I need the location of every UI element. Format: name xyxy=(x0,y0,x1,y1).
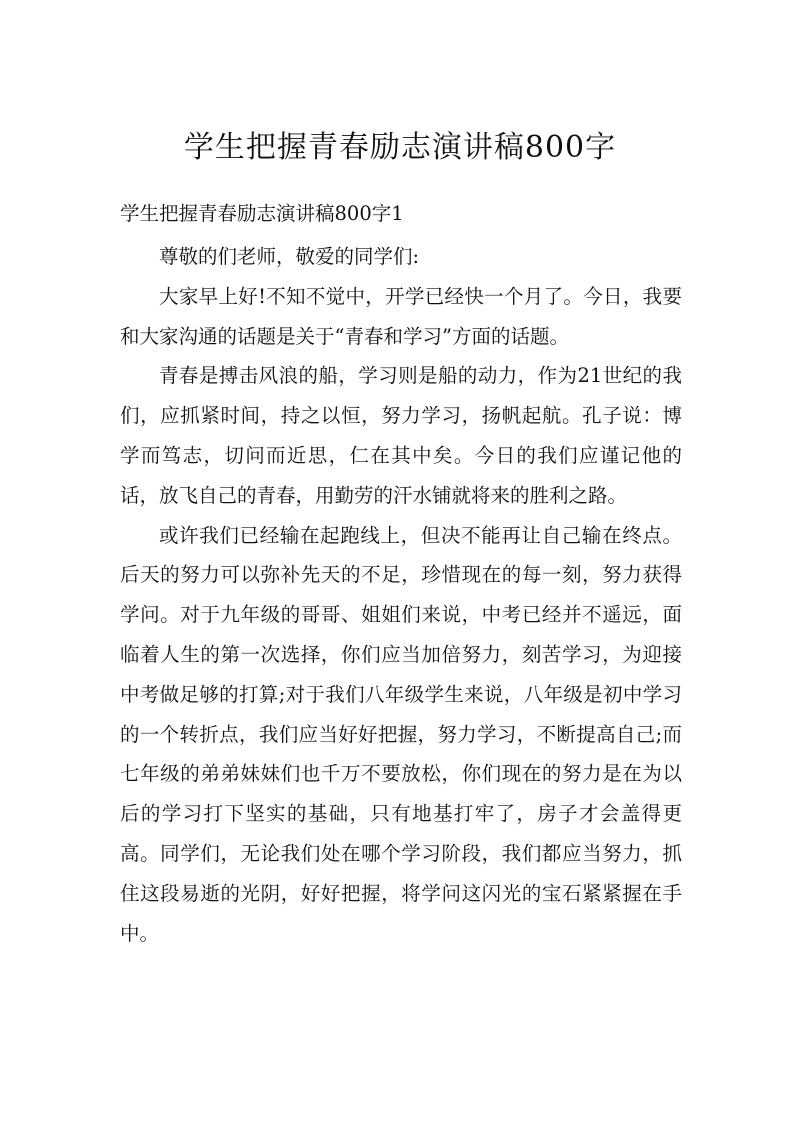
section-heading: 学生把握青春励志演讲稿800字1 xyxy=(120,202,404,225)
document-body xyxy=(120,237,682,953)
document-title: 学生把握青春励志演讲稿800字 xyxy=(183,130,617,165)
paragraph-effort: 或许我们已经输在起跑线上，但决不能再让自己输在终点。后天的努力可以弥补先天的不足，珍惜现在的每一刻，努力获得学问。对于九年级的哥哥、姐姐们来说，中考已经并不遥远，面临着人生的第一次选择，你们应当加倍努力，刻苦学习，为迎接中考做足够的打算;对于我们八年级学生来说，八年级是初中学习的一个转折点，我们应当好好把握，努力学习，不断提高自己;而七年级的弟弟妹妹们也千万不要放松，你们现在的努力是在为以后的学习打下坚实的基础，只有地基打牢了，房子才会盖得更高。同学们，无论我们处在哪个学习阶段，我们都应当努力，抓住这段易逝的光阴，好好把握，将学问这闪光的宝石紧紧握在手中。 xyxy=(120,523,682,945)
paragraph-youth: 青春是搏击风浪的船，学习则是船的动力，作为21世纪的我们，应抓紧时间，持之以恒，努力学习，扬帆起航。孔子说：博学而笃志，切问而近思，仁在其中矣。今日的我们应谨记他的话，放飞自己的青春，用勤劳的汗水铺就将来的胜利之路。 xyxy=(120,364,682,507)
paragraph-greeting: 尊敬的们老师，敬爱的同学们: xyxy=(159,245,420,268)
paragraph-intro: 大家早上好!不知不觉中，开学已经快一个月了。今日，我要和大家沟通的话题是关于“青春和学习”方面的话题。 xyxy=(120,284,682,348)
